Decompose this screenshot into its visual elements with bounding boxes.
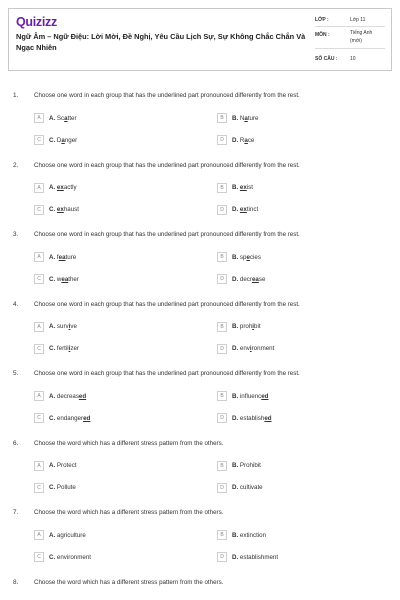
option-word-end: se [258, 275, 266, 283]
option-checkbox[interactable]: B [217, 322, 227, 332]
option-word-start: env [238, 345, 250, 352]
option-checkbox[interactable]: B [217, 252, 227, 262]
option-checkbox[interactable]: D [217, 274, 227, 284]
option-checkbox[interactable]: D [217, 552, 227, 562]
option-checkbox[interactable]: C [34, 413, 44, 423]
option-letter: C. [49, 275, 56, 283]
class-value: Lớp 11 [350, 17, 366, 23]
option-underlined-part: i [68, 345, 71, 352]
question-number: 3. [13, 231, 19, 238]
option-word-end: cies [249, 253, 261, 261]
option-word-end: ist [246, 184, 253, 191]
option-underlined-part: ed [261, 392, 269, 400]
question-number: 2. [13, 161, 19, 169]
option-checkbox[interactable]: A [34, 530, 44, 540]
option-text [49, 484, 76, 491]
option-letter: D. [232, 206, 239, 213]
option-word-end: bit [254, 323, 261, 330]
option-letter: D. [232, 484, 239, 491]
option-underlined-part: ed [264, 414, 272, 422]
option-word-end: nger [64, 136, 78, 144]
option-text [49, 115, 77, 122]
question-text: Choose one word in each group that has the underlined part pronounced differently from the rest. [34, 161, 300, 169]
subject-value-line2: (mới) [350, 38, 362, 44]
option-underlined-part: i [68, 323, 71, 330]
option-text [232, 323, 261, 330]
option-letter: C. [49, 484, 56, 491]
option-letter: B. [232, 323, 239, 330]
question-number: 4. [13, 300, 19, 308]
option-word-start: sp [238, 253, 247, 261]
option-word-start: R [238, 136, 245, 144]
option-letter: C. [49, 206, 56, 213]
worksheet-title: Ngữ Âm – Ngữ Điệu: Lời Mời, Đề Nghị, Yêu Cầu Lịch Sự, Sự Không Chắc Chắn Và Ngạc Nhiên [16, 32, 306, 52]
option-letter: C. [49, 345, 56, 352]
option-word-start: proh [238, 323, 253, 330]
option-checkbox[interactable]: B [217, 391, 227, 401]
option-letter: B. [232, 114, 239, 122]
option-text [49, 462, 77, 469]
option-text [49, 254, 76, 261]
option-checkbox[interactable]: D [217, 135, 227, 145]
option-text [232, 393, 268, 400]
option-checkbox[interactable]: B [217, 461, 227, 471]
question-text: Choose the word which has a different stress pattern from the others. [34, 578, 224, 586]
option-underlined-part: a [244, 136, 248, 144]
option-text [49, 393, 86, 400]
option-text [232, 462, 261, 469]
option-word-end: ture [65, 253, 77, 261]
option-letter: A. [49, 253, 56, 261]
option-word-end: tinct [246, 206, 259, 213]
option-checkbox[interactable]: A [34, 183, 44, 193]
option-letter: B. [232, 392, 239, 400]
question-number: 7. [13, 509, 19, 516]
option-checkbox[interactable]: A [34, 113, 44, 123]
option-checkbox[interactable]: A [34, 461, 44, 471]
option-underlined-part: ex [56, 184, 64, 191]
option-text [232, 254, 261, 261]
option-letter: D. [232, 553, 239, 561]
option-letter: B. [232, 253, 239, 261]
question-number: 6. [13, 439, 19, 447]
option-text [49, 415, 90, 422]
option-word-end: tter [67, 114, 77, 122]
option-checkbox[interactable]: D [217, 483, 227, 493]
option-word-start: Sc [55, 114, 65, 122]
option-text [232, 115, 259, 122]
option-word-end: ture [247, 114, 259, 122]
question-text: Choose one word in each group that has the underlined part pronounced differently from the rest. [34, 300, 300, 308]
option-letter: A. [49, 184, 56, 191]
option-word-start: influenc [238, 392, 262, 400]
option-checkbox[interactable]: C [34, 205, 44, 215]
option-checkbox[interactable]: C [34, 483, 44, 493]
option-letter: D. [232, 345, 239, 352]
option-text [232, 184, 253, 191]
option-letter: C. [49, 414, 56, 422]
option-word-start: agriculture [55, 531, 86, 539]
option-checkbox[interactable]: C [34, 135, 44, 145]
option-underlined-part: ex [239, 184, 247, 191]
count-value: 10 [350, 56, 356, 62]
option-underlined-part: ea [58, 253, 66, 261]
option-word-start: surv [55, 323, 69, 330]
question-text: Choose one word in each group that has the underlined part pronounced differently from the rest. [34, 370, 300, 377]
question-number: 1. [13, 92, 19, 99]
option-word-end: actly [63, 184, 77, 191]
option-word-start: f [55, 253, 59, 261]
option-letter: A. [49, 462, 56, 469]
option-word-start: N [238, 114, 245, 122]
option-letter: B. [232, 531, 239, 539]
subject-value-line1: Tiếng Anh [350, 30, 373, 36]
worksheet-header [8, 8, 392, 71]
option-letter: A. [49, 392, 56, 400]
option-word-start: decr [238, 275, 252, 283]
option-word-start: Protect [55, 462, 77, 469]
option-underlined-part: ea [61, 275, 69, 283]
option-underlined-part: a [64, 114, 68, 122]
meta-divider [315, 26, 385, 27]
option-word-start: establishment [238, 553, 279, 561]
option-underlined-part: ea [251, 275, 259, 283]
option-text [49, 206, 79, 213]
option-underlined-part: ex [56, 206, 64, 213]
option-word-start: decreas [55, 392, 79, 400]
question-number: 5. [13, 370, 19, 377]
option-text [49, 345, 79, 352]
option-text [232, 345, 274, 352]
option-text [232, 137, 254, 144]
option-text [232, 484, 263, 491]
option-letter: A. [49, 531, 56, 539]
option-text [232, 532, 266, 539]
option-text [49, 184, 77, 191]
question-text: Choose one word in each group that has the underlined part pronounced differently from the rest. [34, 231, 300, 238]
option-word-start: D [55, 136, 62, 144]
option-checkbox[interactable]: B [217, 530, 227, 540]
option-word-start: Prohibit [238, 462, 261, 469]
option-underlined-part: a [244, 114, 248, 122]
option-text [49, 276, 79, 283]
option-word-end: zer [70, 345, 79, 352]
option-checkbox[interactable]: C [34, 274, 44, 284]
option-underlined-part: a [61, 136, 65, 144]
option-checkbox[interactable]: C [34, 344, 44, 354]
option-checkbox[interactable]: A [34, 391, 44, 401]
option-checkbox[interactable]: A [34, 322, 44, 332]
option-text [49, 532, 86, 539]
quizizz-logo: Quizizz [16, 15, 57, 29]
option-checkbox[interactable]: B [217, 113, 227, 123]
option-word-end: ve [70, 323, 77, 330]
option-word-end: ronment [251, 345, 275, 352]
option-word-start: fertil [55, 345, 69, 352]
question-text: Choose one word in each group that has the underlined part pronounced differently from the rest. [34, 92, 300, 99]
option-letter: A. [49, 114, 56, 122]
question-text: Choose the word which has a different stress pattern from the others. [34, 439, 224, 447]
option-checkbox[interactable]: C [34, 552, 44, 562]
option-letter: D. [232, 275, 239, 283]
option-text [49, 137, 77, 144]
option-underlined-part: e [246, 253, 250, 261]
option-letter: B. [232, 462, 239, 469]
option-checkbox[interactable]: D [217, 413, 227, 423]
option-word-start: Pollute [55, 484, 76, 491]
option-text [232, 276, 265, 283]
class-label: LỚP : [315, 17, 329, 23]
meta-divider [315, 48, 385, 49]
option-underlined-part: i [249, 345, 252, 352]
option-underlined-part: ed [78, 392, 87, 400]
option-letter: C. [49, 136, 56, 144]
option-word-end: ther [68, 275, 79, 283]
question-text: Choose the word which has a different stress pattern from the others. [34, 509, 224, 516]
option-letter: D. [232, 136, 239, 144]
option-word-start: extinction [238, 531, 267, 539]
option-checkbox[interactable]: A [34, 252, 44, 262]
option-text [232, 206, 258, 213]
question-number: 8. [13, 578, 19, 586]
option-letter: A. [49, 323, 56, 330]
option-letter: D. [232, 414, 239, 422]
option-word-start: w [55, 275, 62, 283]
option-checkbox[interactable]: D [217, 344, 227, 354]
option-letter: C. [49, 553, 56, 561]
option-word-start: endanger [55, 414, 84, 422]
subject-label: MÔN : [315, 32, 330, 38]
option-checkbox[interactable]: B [217, 183, 227, 193]
option-text [232, 554, 278, 561]
option-word-start: establish [238, 414, 265, 422]
option-word-start: cultivate [238, 484, 263, 491]
option-underlined-part: ex [239, 206, 247, 213]
option-underlined-part: i [252, 323, 255, 330]
option-checkbox[interactable]: D [217, 205, 227, 215]
count-label: SỐ CÂU : [315, 56, 338, 62]
option-letter: B. [232, 184, 239, 191]
option-text [232, 415, 272, 422]
option-word-end: ce [247, 136, 255, 144]
option-text [49, 554, 91, 561]
option-underlined-part: ed [83, 414, 91, 422]
option-word-start: environment [55, 553, 91, 561]
option-word-end: haust [63, 206, 79, 213]
option-text [49, 323, 77, 330]
